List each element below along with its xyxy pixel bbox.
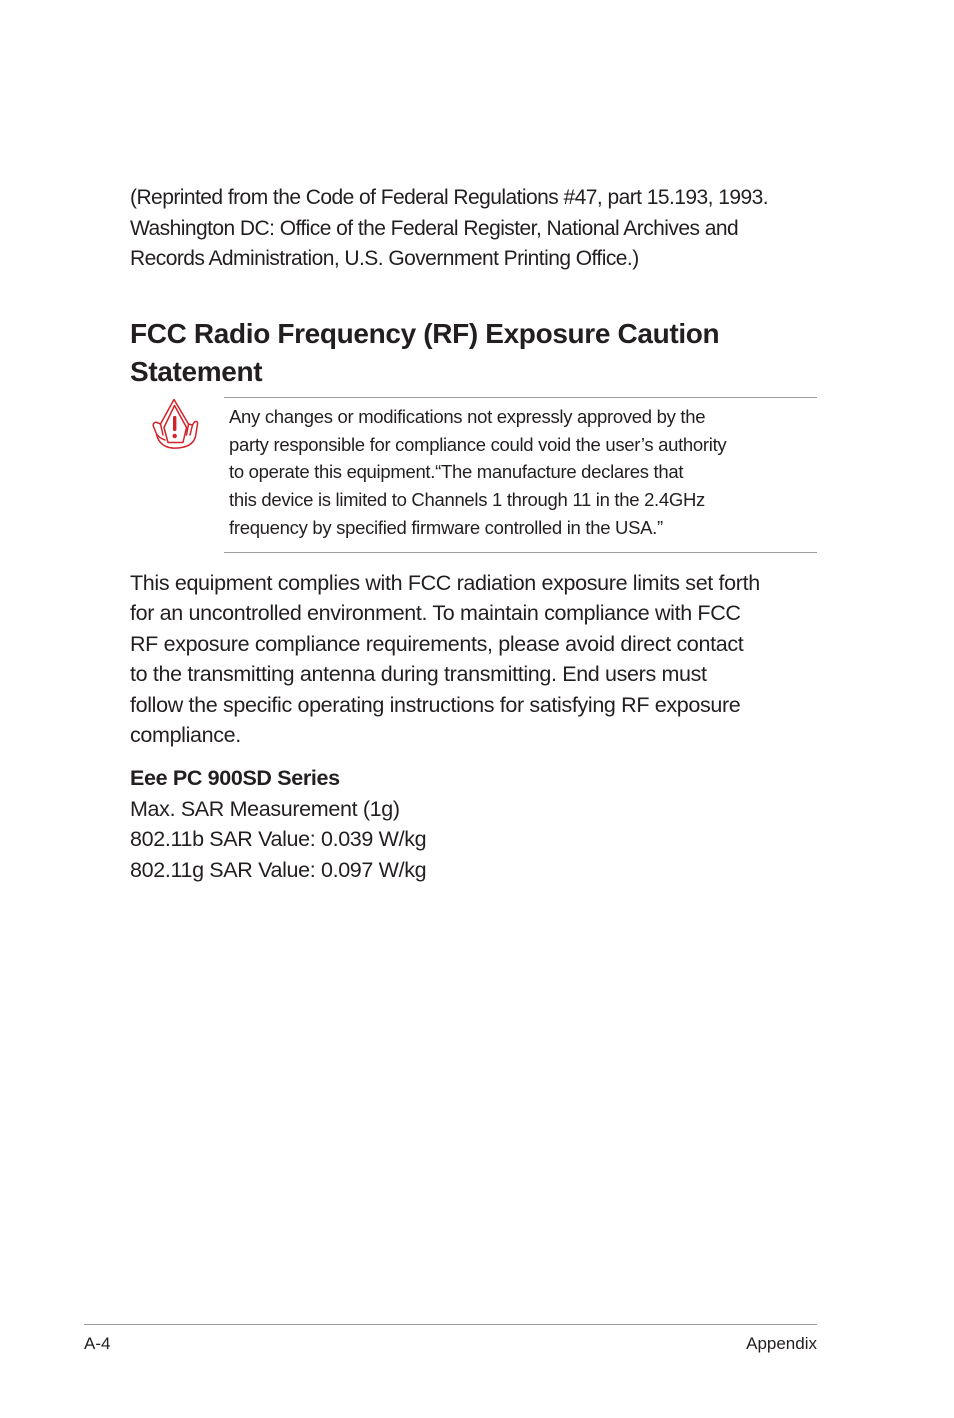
caution-text-line: this device is limited to Channels 1 through 11 in the 2.4GHz bbox=[229, 489, 705, 511]
compliance-line: This equipment complies with FCC radiation exposure limits set forth bbox=[130, 571, 760, 595]
section-heading-line: FCC Radio Frequency (RF) Exposure Caution bbox=[130, 318, 720, 349]
sar-series-title: Eee PC 900SD Series bbox=[130, 766, 340, 790]
sar-measurement-label: Max. SAR Measurement (1g) bbox=[130, 796, 400, 821]
reprint-note bbox=[130, 183, 830, 275]
sar-block bbox=[130, 763, 730, 885]
caution-text-line: to operate this equipment.“The manufacture declares that bbox=[229, 461, 684, 483]
caution-text-line: party responsible for compliance could void the user’s authority bbox=[229, 433, 727, 455]
compliance-line: for an uncontrolled environment. To maintain compliance with FCC bbox=[130, 601, 741, 626]
caution-bottom-rule bbox=[224, 552, 817, 553]
sar-value-80211b: 802.11b SAR Value: 0.039 W/kg bbox=[130, 827, 427, 851]
section-heading bbox=[130, 315, 830, 391]
section-heading-line: Statement bbox=[130, 356, 263, 387]
caution-text-line: frequency by specified firmware controlled in the USA.” bbox=[229, 516, 663, 538]
compliance-paragraph bbox=[130, 568, 830, 750]
reprint-note-line: Washington DC: Office of the Federal Register, National Archives and bbox=[130, 216, 739, 240]
footer-rule bbox=[84, 1324, 817, 1325]
compliance-line: compliance. bbox=[130, 723, 241, 748]
caution-text bbox=[229, 403, 819, 542]
warning-hand-icon bbox=[150, 398, 200, 450]
compliance-line: to the transmitting antenna during transmitting. End users must bbox=[130, 662, 707, 687]
reprint-note-line: (Reprinted from the Code of Federal Regulations #47, part 15.193, 1993. bbox=[130, 186, 769, 209]
reprint-note-line: Records Administration, U.S. Government Printing Office.) bbox=[130, 247, 639, 270]
compliance-line: follow the specific operating instructions for satisfying RF exposure bbox=[130, 692, 741, 717]
compliance-line: RF exposure compliance requirements, please avoid direct contact bbox=[130, 631, 744, 656]
sar-value-80211g: 802.11g SAR Value: 0.097 W/kg bbox=[130, 857, 427, 882]
caution-text-line: Any changes or modifications not expressly approved by the bbox=[229, 406, 706, 427]
page-number: A-4 bbox=[84, 1334, 111, 1353]
caution-top-rule bbox=[224, 397, 817, 398]
footer-section-name: Appendix bbox=[746, 1334, 817, 1353]
